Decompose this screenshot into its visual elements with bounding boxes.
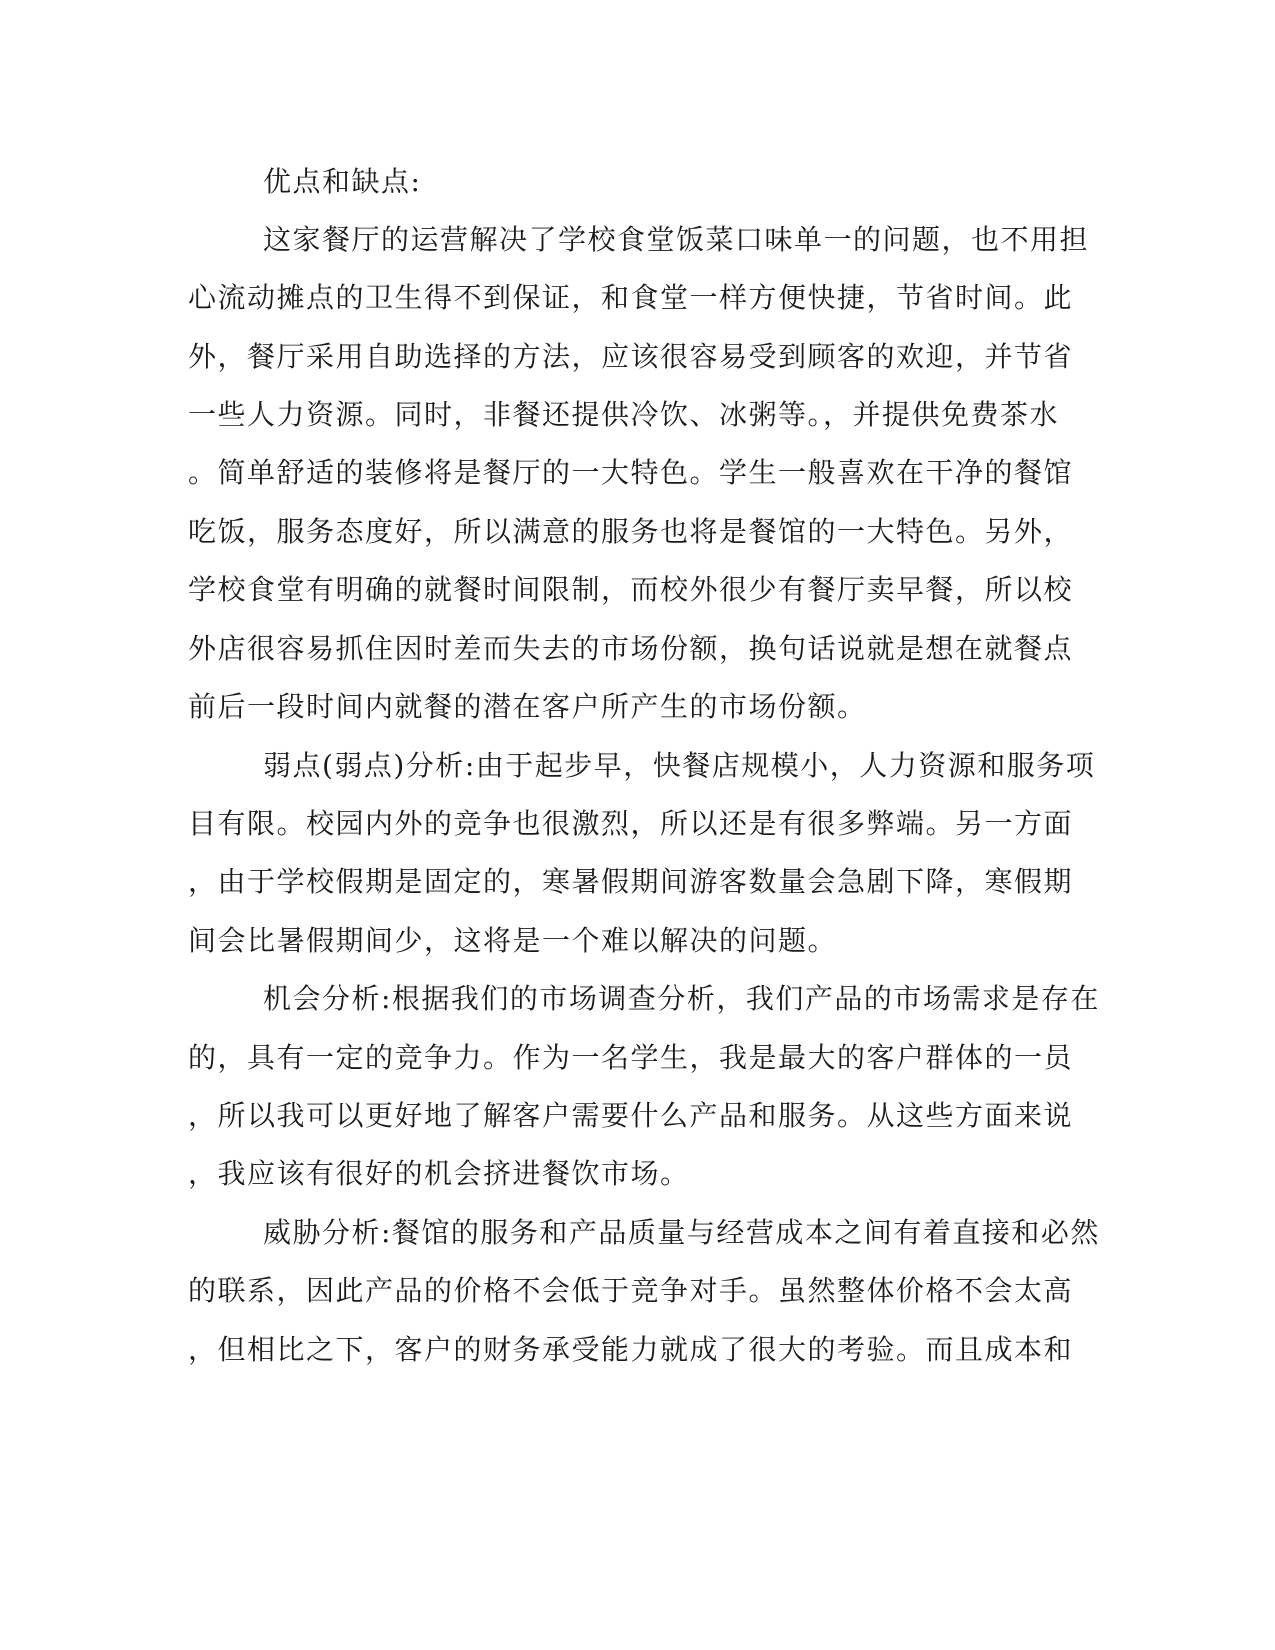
paragraph-line: ，但相比之下，客户的财务承受能力就成了很大的考验。而且成本和 [188, 1333, 1074, 1366]
paragraph-line: 学校食堂有明确的就餐时间限制，而校外很少有餐厅卖早餐，所以校 [188, 573, 1074, 606]
paragraph-line: 外店很容易抓住因时差而失去的市场份额，换句话说就是想在就餐点 [188, 632, 1074, 665]
paragraph-line: ，我应该有很好的机会挤进餐饮市场。 [188, 1157, 690, 1190]
paragraph-line: 一些人力资源。同时，非餐还提供冷饮、冰粥等。，并提供免费茶水 [188, 398, 1060, 431]
paragraph-line: 的联系，因此产品的价格不会低于竞争对手。虽然整体价格不会太高 [188, 1274, 1074, 1307]
paragraph-line-weakness: 弱点(弱点)分析:由于起步早，快餐店规模小，人力资源和服务项 [263, 749, 1096, 782]
paragraph-line: 的，具有一定的竞争力。作为一名学生，我是最大的客户群体的一员 [188, 1041, 1074, 1074]
paragraph-line: 。简单舒适的装修将是餐厅的一大特色。学生一般喜欢在干净的餐馆 [188, 456, 1074, 489]
paragraph-line: 前后一段时间内就餐的潜在客户所产生的市场份额。 [188, 690, 867, 723]
paragraph-line: 外，餐厅采用自助选择的方法，应该很容易受到顾客的欢迎，并节省 [188, 340, 1074, 373]
paragraph-line: 吃饭，服务态度好，所以满意的服务也将是餐馆的一大特色。另外， [188, 515, 1074, 548]
paragraph-line: ，由于学校假期是固定的，寒暑假期间游客数量会急剧下降，寒假期 [188, 865, 1074, 898]
paragraph-line: 间会比暑假期间少，这将是一个难以解决的问题。 [188, 924, 838, 957]
paragraph-line-threat: 威胁分析:餐馆的服务和产品质量与经营成本之间有着直接和必然 [263, 1216, 1100, 1249]
paragraph-line-opportunity: 机会分析:根据我们的市场调查分析，我们产品的市场需求是存在 [263, 982, 1100, 1015]
paragraph-line: 心流动摊点的卫生得不到保证，和食堂一样方便快捷，节省时间。此 [188, 281, 1074, 314]
paragraph-line: 目有限。校园内外的竞争也很激烈，所以还是有很多弊端。另一方面 [188, 807, 1074, 840]
paragraph-line: 这家餐厅的运营解决了学校食堂饭菜口味单一的问题，也不用担 [263, 223, 1090, 256]
section-heading-strengths: 优点和缺点: [263, 165, 422, 198]
paragraph-line: ，所以我可以更好地了解客户需要什么产品和服务。从这些方面来说 [188, 1099, 1074, 1132]
